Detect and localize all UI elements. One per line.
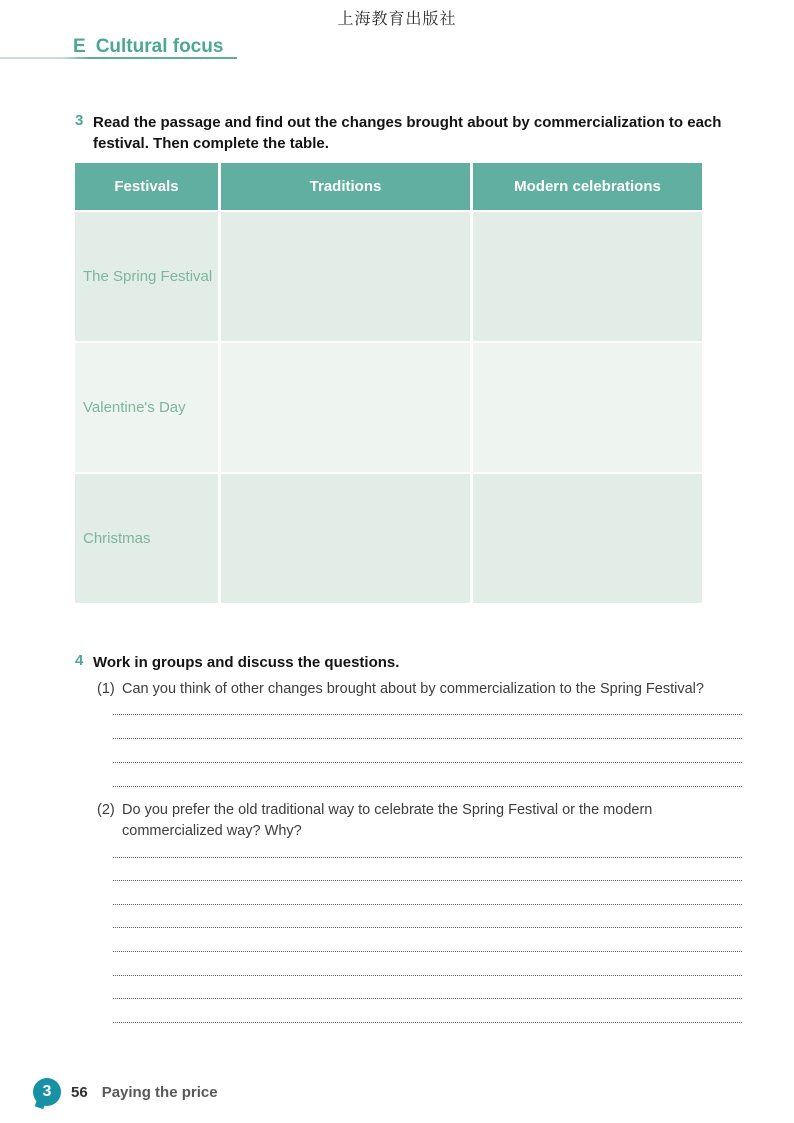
answer-line (113, 905, 742, 929)
activity4-header (75, 652, 730, 673)
cell-traditions-valentines (221, 343, 470, 472)
section-heading (73, 36, 223, 58)
activity3-header (75, 112, 730, 154)
page-footer (33, 1078, 218, 1106)
cell-festival-christmas: Christmas (75, 474, 218, 603)
section-title: Cultural focus (95, 36, 224, 57)
activity4-instruction: Work in groups and discuss the questions. (93, 654, 400, 671)
answer-line (113, 999, 742, 1023)
answer-lines-question-1 (113, 691, 742, 787)
cell-modern-spring (473, 212, 702, 341)
page-number: 56 (71, 1083, 88, 1101)
cell-traditions-spring (221, 212, 470, 341)
answer-line (113, 834, 742, 858)
unit-badge-icon (33, 1078, 61, 1106)
answer-line (113, 858, 742, 882)
cell-modern-christmas (473, 474, 702, 603)
publisher-name: 上海教育出版社 (337, 11, 457, 28)
answer-line (113, 881, 742, 905)
festival-table (75, 163, 702, 603)
answer-line (113, 976, 742, 1000)
section-letter: E (73, 36, 86, 57)
activity4-number: 4 (75, 652, 84, 669)
question-1-label: (1) (97, 681, 115, 697)
cell-traditions-christmas (221, 474, 470, 603)
cell-modern-valentines (473, 343, 702, 472)
badge-tail-icon (35, 1098, 47, 1110)
question-2-text: Do you prefer the old traditional way to celebrate the Spring Festival or the modern commercialized way? Why? (122, 802, 653, 839)
answer-line (113, 739, 742, 763)
cell-festival-spring: The Spring Festival (75, 212, 218, 341)
answer-line (113, 691, 742, 715)
question-2-label: (2) (97, 802, 115, 818)
answer-line (113, 715, 742, 739)
answer-line (113, 952, 742, 976)
table-header-traditions: Traditions (221, 163, 470, 210)
cell-festival-valentines: Valentine's Day (75, 343, 218, 472)
activity3-number: 3 (75, 112, 84, 129)
unit-title: Paying the price (101, 1083, 218, 1101)
answer-line (113, 763, 742, 787)
activity3-instruction: Read the passage and find out the changes brought about by commercialization to each festival. Then complete the table. (93, 114, 722, 152)
answer-line (113, 928, 742, 952)
answer-lines-question-2 (113, 834, 742, 1023)
table-header-modern-celebrations: Modern celebrations (473, 163, 702, 210)
unit-badge-number: 3 (42, 1083, 52, 1100)
table-header-festivals: Festivals (75, 163, 218, 210)
question-1-text: Can you think of other changes brought about by commercialization to the Spring Festival? (122, 681, 704, 697)
